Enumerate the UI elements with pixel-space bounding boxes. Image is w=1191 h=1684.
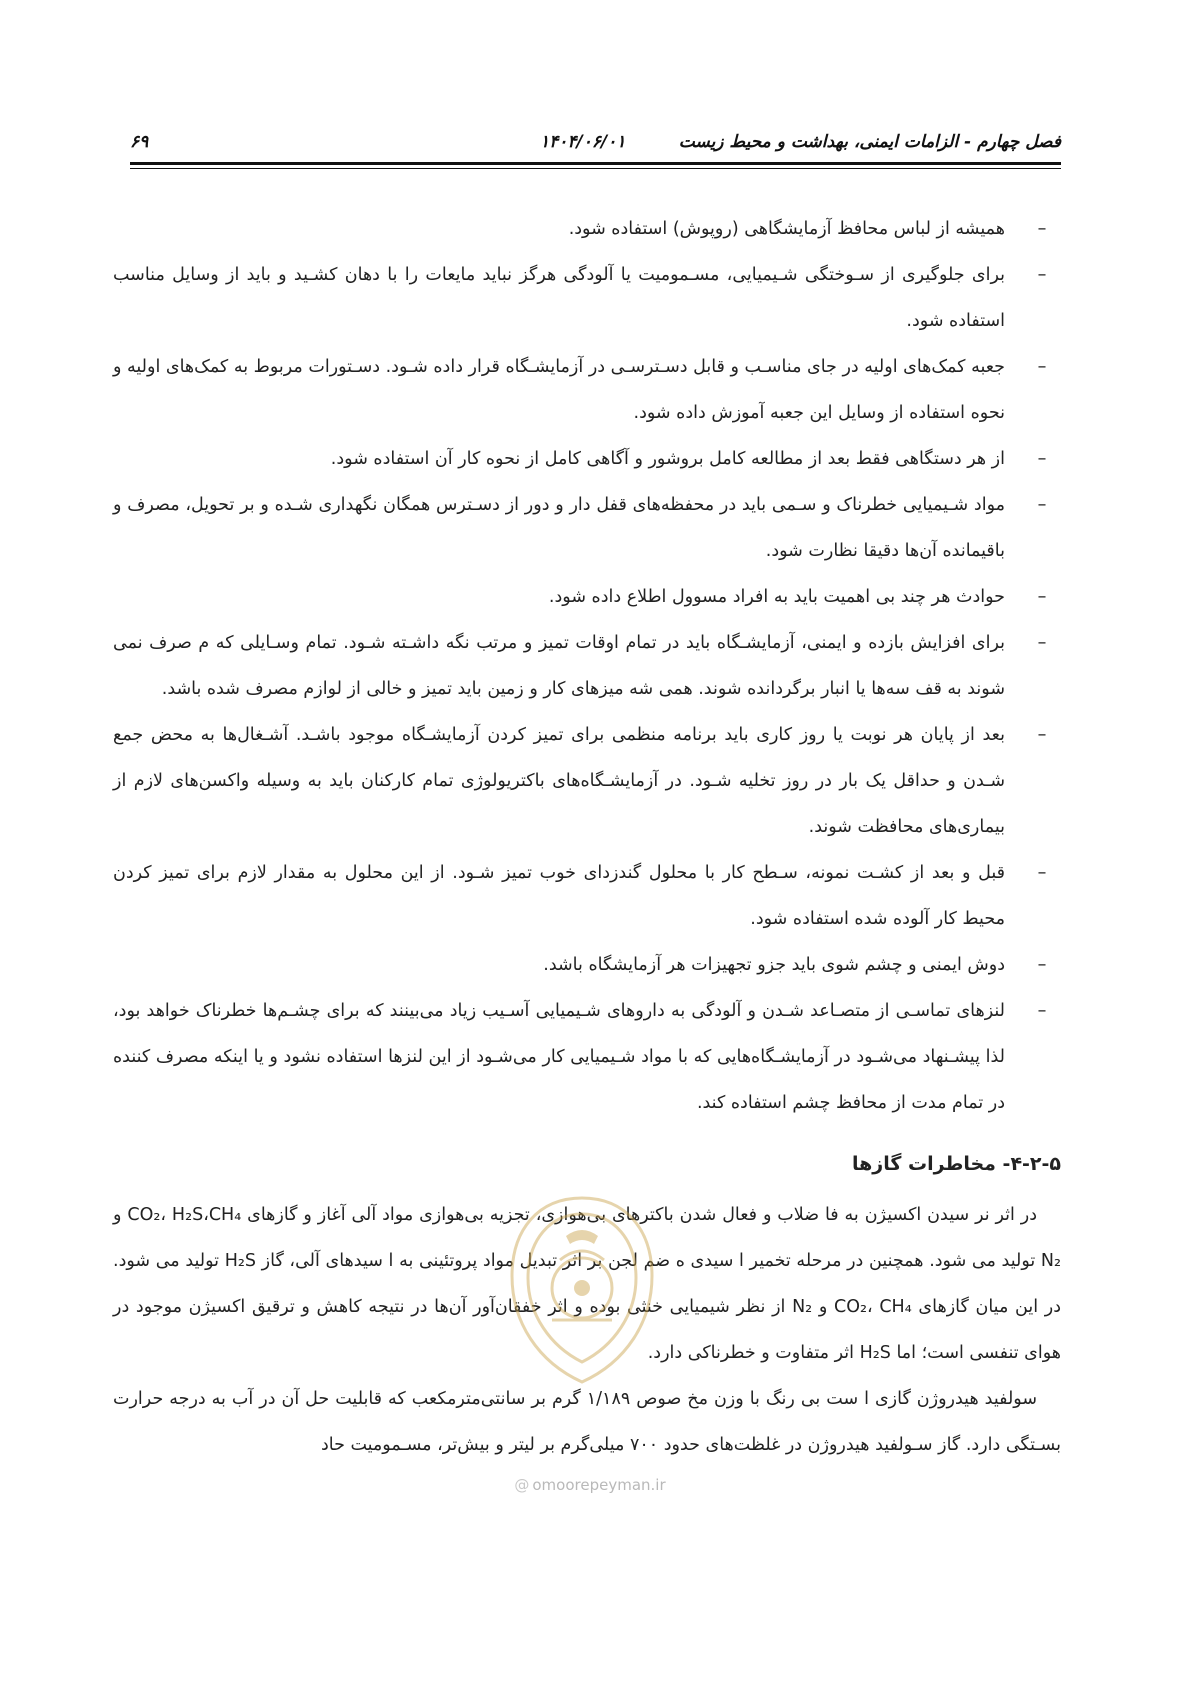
- dash-marker: –: [1037, 1001, 1047, 1021]
- at-icon: @: [514, 1476, 530, 1494]
- running-header: [130, 126, 1061, 156]
- dash-marker: –: [1037, 725, 1047, 745]
- list-item: [113, 574, 1061, 620]
- footer-url-text: omoorepeyman.ir: [532, 1476, 666, 1494]
- dash-marker: –: [1037, 219, 1047, 239]
- dash-marker: –: [1037, 863, 1047, 883]
- list-item-text: برای افزایش بازده و ایمنی، آزمایشـگاه باید در تمام اوقات تمیز و مرتب نگه داشـته شـود. تمام وسـایلی که م صرف نمی شوند به قف سه‌ها یا انبار برگردانده شوند. همی شه میزهای کار و زمین باید تمیز و خالی از لوازم مصرف شده باشد.: [113, 633, 1005, 699]
- list-item: [113, 712, 1061, 850]
- footer-watermark-url: [490, 1476, 690, 1494]
- list-item-text: برای جلوگیری از سـوختگی شـیمیایی، مسـمومیت یا آلودگی هرگز نباید مایعات را با دهان کشـید و باید از وسایل مناسب استفاده شود.: [113, 265, 1005, 331]
- dash-marker: –: [1037, 955, 1047, 975]
- list-item-text: از هر دستگاهی فقط بعد از مطالعه کامل بروشور و آگاهی کامل از نحوه کار آن استفاده شود.: [330, 449, 1005, 469]
- list-item: [113, 850, 1061, 942]
- dash-marker: –: [1037, 449, 1047, 469]
- body-paragraph: سولفید هیدروژن گازی ا ست بی رنگ با وزن مخ صوص ۱/۱۸۹ گرم بر سانتی‌مترمکعب که قابلیت حل آن در آب به درجه حرارت بسـتگی دارد. گاز سـولفید هیدروژن در غلظت‌های حدود ۷۰۰ میلی‌گرم بر لیتر و بیش‌تر، مسـمومیت حاد: [113, 1389, 1061, 1455]
- body-paragraph: در اثر نر سیدن اکسیژن به فا ضلاب و فعال شدن باکترهای بی‌هوازی، تجزیه بی‌هوازی مواد آلی آغاز و گازهای CO₂، H₂S،CH₄ و N₂ تولید می شود. همچنین در مرحله تخمیر ا سیدی ه ضم لجن بر اثر تبدیل مواد پروتئینی به ا سیدهای آلی، گاز H₂S تولید می شود. در این میان گازهای CO₂، CH₄ و N₂ از نظر شیمیایی خنثی بوده و اثر خفقان‌آور آن‌ها در نتیجه کاهش و ترقیق اکسیژن موجود در هوای تنفسی است؛ اما H₂S اثر متفاوت و خطرناکی دارد.: [113, 1205, 1061, 1363]
- list-item-text: مواد شـیمیایی خطرناک و سـمی باید در محفظه‌های قفل دار و دور از دسـترس همگان نگهداری شـده و بر تحویل، مصرف و باقیمانده آن‌ها دقیقا نظارت شود.: [113, 495, 1005, 561]
- list-item: [113, 942, 1061, 988]
- list-item: [113, 206, 1061, 252]
- list-item: [113, 344, 1061, 436]
- list-item: [113, 988, 1061, 1126]
- dash-marker: –: [1037, 265, 1047, 285]
- dash-marker: –: [1037, 495, 1047, 515]
- list-item-text: بعد از پایان هر نوبت یا روز کاری باید برنامه منظمی برای تمیز کردن آزمایشـگاه موجود باشـد. آشـغال‌ها به محض جمع شـدن و حداقل یک بار در روز تخلیه شـود. در آزمایشـگاه‌های باکتریولوژی تمام کارکنان باید به وسیله واکسن‌های لازم از بیماری‌های محافظت شوند.: [113, 725, 1005, 837]
- list-item: [113, 620, 1061, 712]
- list-item-text: دوش ایمنی و چشم شوی باید جزو تجهیزات هر آزمایشگاه باشد.: [543, 955, 1005, 975]
- list-item-text: لنزهای تماسـی از متصـاعد شـدن و آلودگی به داروهای شـیمیایی آسـیب زیاد می‌بینند که برای چشـم‌ها خطرناک خواهد بود، لذا پیشـنهاد می‌شـود در آزمایشـگاه‌هایی که با مواد شـیمیایی کار می‌شـود از این لنزها استفاده نشود و یا اینکه مصرف کننده در تمام مدت از محافظ چشم استفاده کند.: [113, 1001, 1005, 1113]
- header-date: ۱۴۰۴/۰۶/۰۱: [540, 132, 626, 152]
- header-rule: [130, 162, 1061, 169]
- section-heading: ۴-۲-۵- مخاطرات گازها: [851, 1153, 1061, 1175]
- watermark-logo-icon: [498, 1190, 666, 1390]
- dash-marker: –: [1037, 357, 1047, 377]
- list-item-text: جعبه کمک‌های اولیه در جای مناسـب و قابل دسـترسـی در آزمایشـگاه قرار داده شـود. دسـتورات مربوط به کمک‌های اولیه و نحوه استفاده از وسایل این جعبه آموزش داده شود.: [113, 357, 1005, 423]
- list-item-text: حوادث هر چند بی اهمیت باید به افراد مسوول اطلاع داده شود.: [548, 587, 1005, 607]
- list-item: [113, 252, 1061, 344]
- page-number: ۶۹: [130, 132, 149, 152]
- dash-marker: –: [1037, 587, 1047, 607]
- list-item-text: قبل و بعد از کشـت نمونه، سـطح کار با محلول گندزدای خوب تمیز شـود. از این محلول به مقدار لازم برای تمیز کردن محیط کار آلوده شده استفاده شود.: [113, 863, 1005, 929]
- bullet-list: [113, 206, 1061, 1126]
- list-item: [113, 482, 1061, 574]
- dash-marker: –: [1037, 633, 1047, 653]
- list-item-text: همیشه از لباس محافظ آزمایشگاهی (روپوش) استفاده شود.: [568, 219, 1005, 239]
- chapter-title: فصل چهارم - الزامات ایمنی، بهداشت و محیط زیست: [678, 132, 1061, 152]
- list-item: [113, 436, 1061, 482]
